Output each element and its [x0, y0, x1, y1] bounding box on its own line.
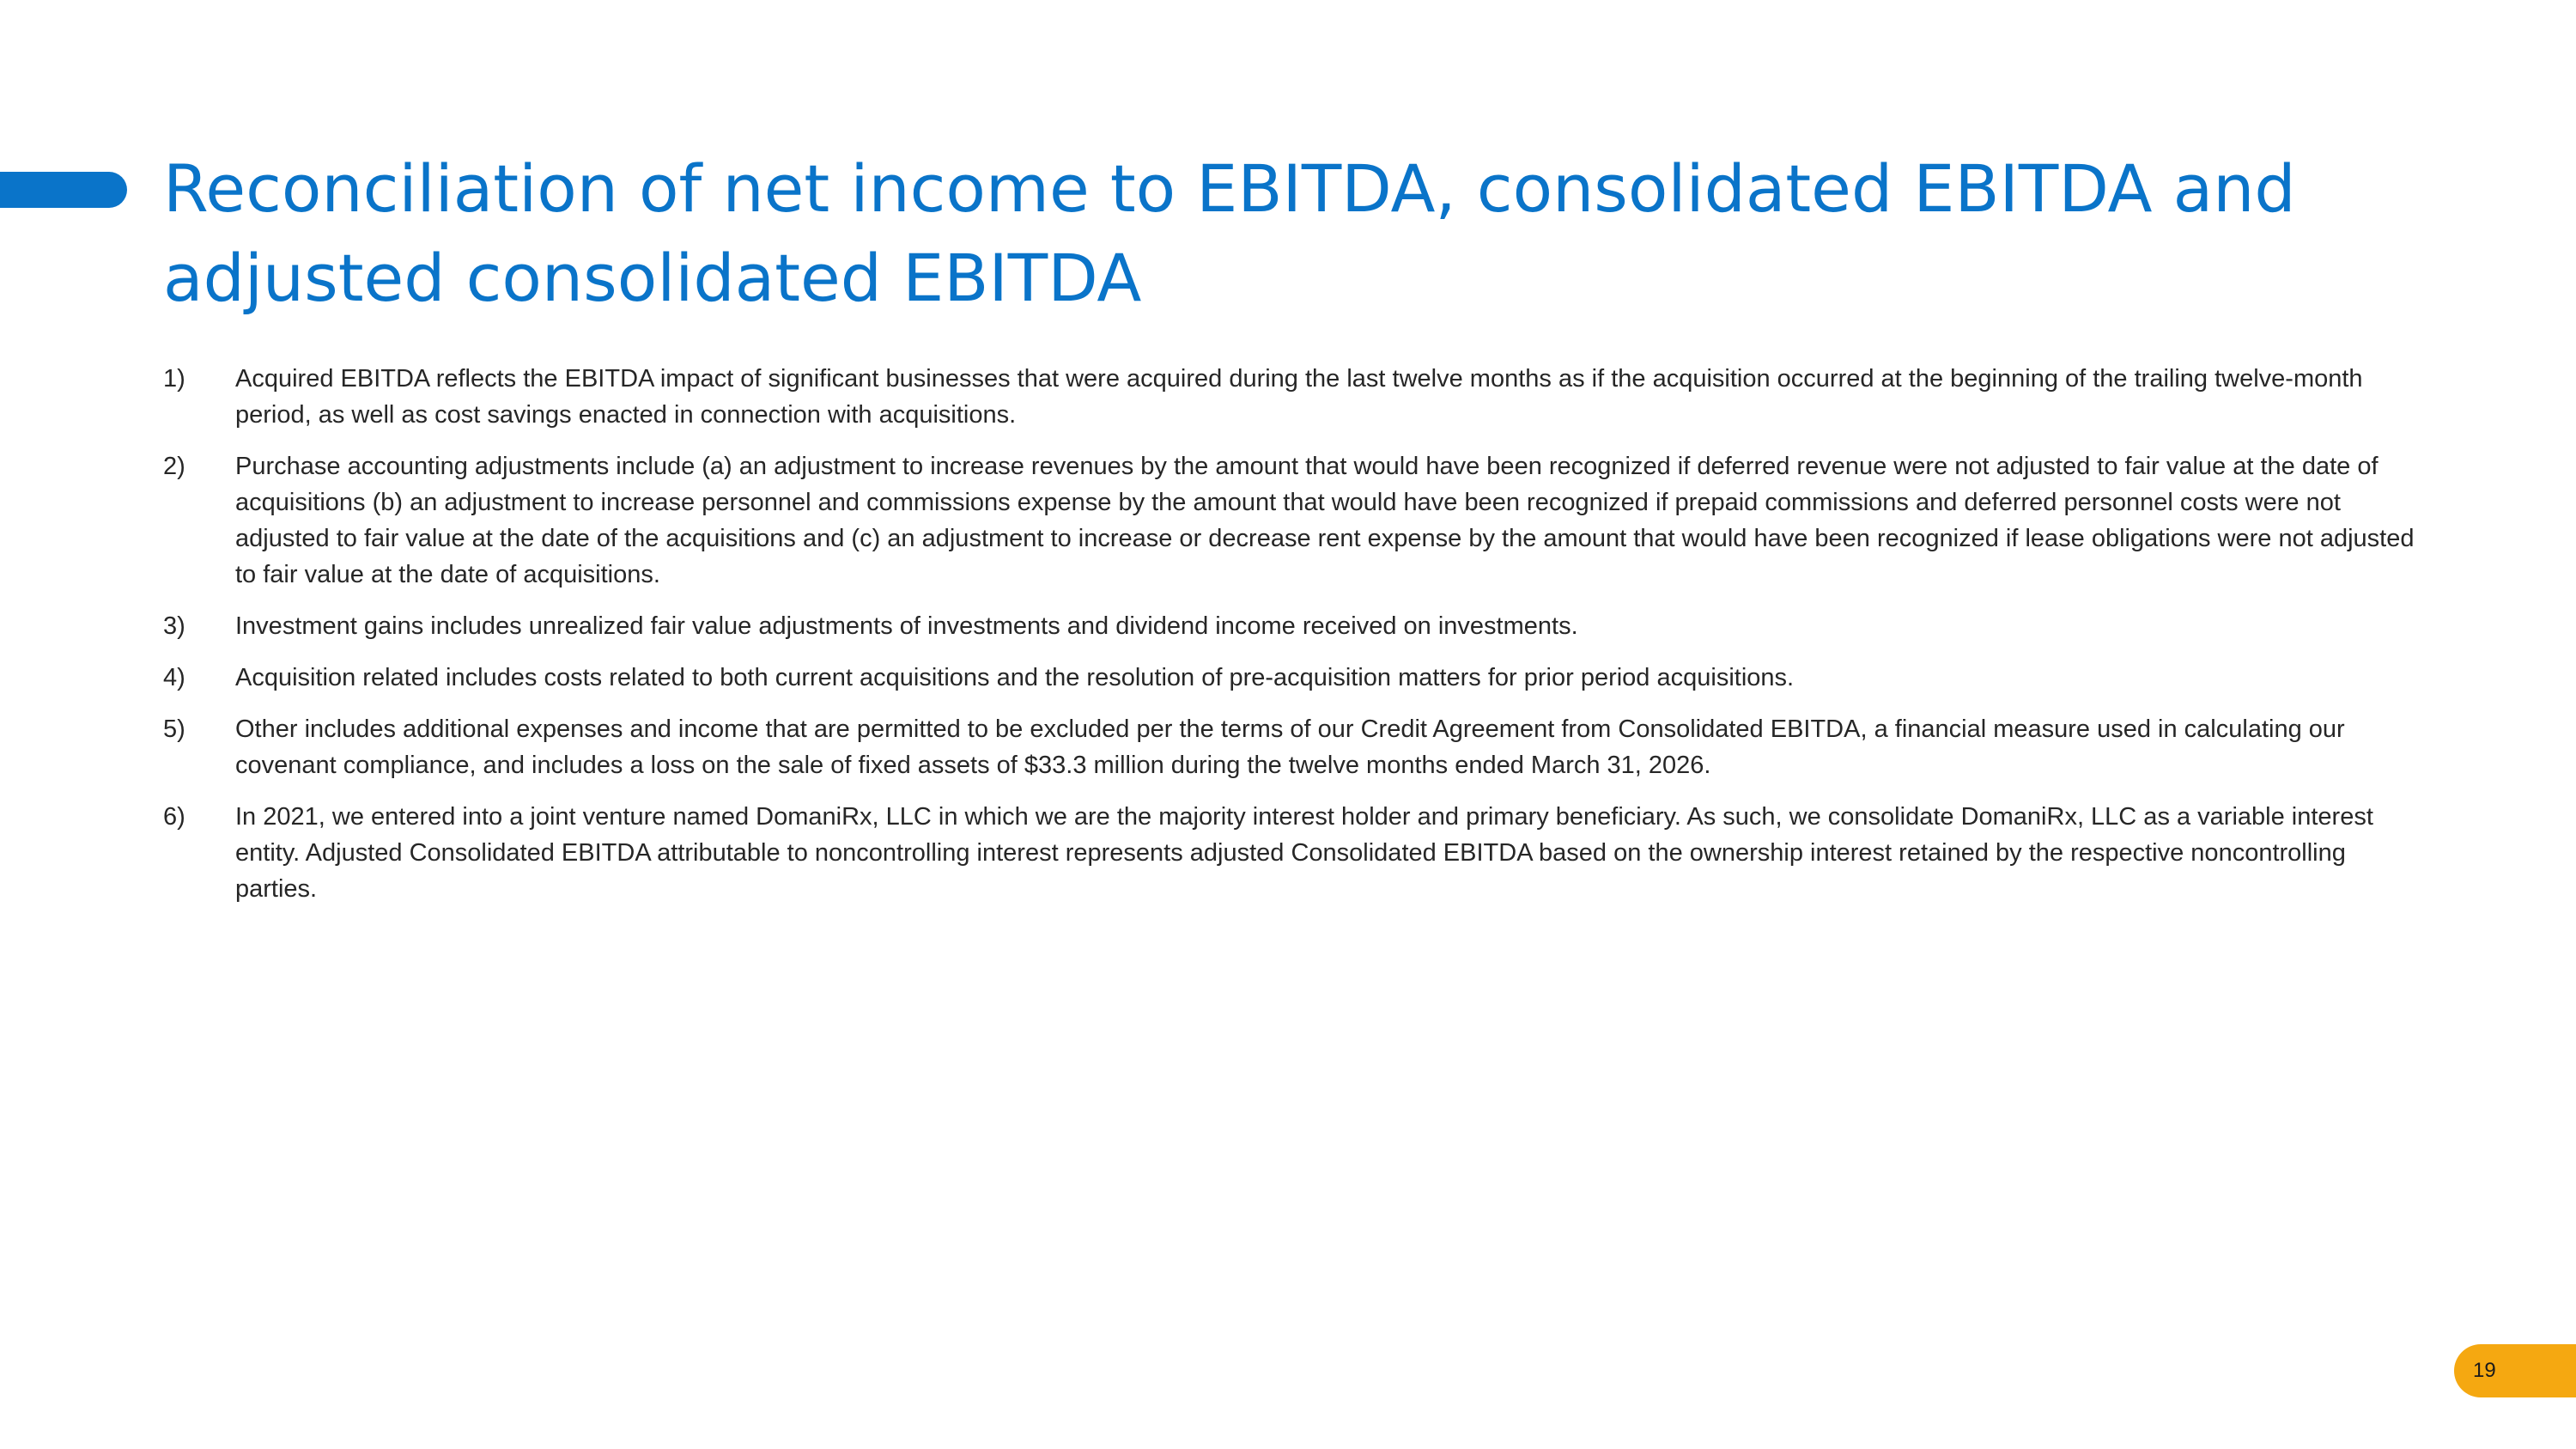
footnote-text: Other includes additional expenses and income that are permitted to be excluded per the terms of our Credit Agreement from Consolidated EBITDA, a financial measure used in calculating our covenant compliance, and includes a loss on the sale of fixed assets of $33.3 million during the twelve months ended March 31, 2026. [235, 715, 2345, 779]
footnote-item [163, 660, 2430, 696]
footnote-item [163, 448, 2430, 593]
footnote-number: 4) [163, 664, 185, 691]
footnote-item [163, 361, 2430, 433]
footnote-number: 3) [163, 612, 185, 640]
footnotes-list [163, 361, 2430, 922]
footnote-number: 1) [163, 365, 185, 393]
page-number: 19 [2473, 1359, 2496, 1382]
footnote-number: 2) [163, 453, 185, 480]
footnote-text: In 2021, we entered into a joint venture named DomaniRx, LLC in which we are the majority interest holder and primary beneficiary. As such, we consolidate DomaniRx, LLC as a variable interest entity. Adjusted Consolidated EBITDA attributable to noncontrolling interest represents adjusted Consolidated EBITDA based on the ownership interest retained by the respective noncontrolling parties. [235, 803, 2373, 903]
footnote-text: Purchase accounting adjustments include (a) an adjustment to increase revenues by the amount that would have been recognized if deferred revenue were not adjusted to fair value at the date of acquisitions (b) an adjustment to increase personnel and commissions expense by the amount that would have been recognized if prepaid commissions and deferred personnel costs were not adjusted to fair value at the date of the acquisitions and (c) an adjustment to increase or decrease rent expense by the amount that would have been recognized if lease obligations were not adjusted to fair value at the date of acquisitions. [235, 453, 2415, 588]
slide-title: Reconciliation of net income to EBITDA, consolidated EBITDA and adjusted consolidated EBITDA [163, 150, 2296, 316]
footnote-text: Acquired EBITDA reflects the EBITDA impact of significant businesses that were acquired during the last twelve months as if the acquisition occurred at the beginning of the trailing twelve-month period, as well as cost savings enacted in connection with acquisitions. [235, 365, 2363, 429]
footnote-item [163, 799, 2430, 907]
page-number-badge [2454, 1344, 2576, 1397]
title-accent-bar [0, 172, 127, 208]
footnote-item [163, 608, 2430, 644]
footnote-number: 6) [163, 803, 185, 831]
footnote-item [163, 711, 2430, 783]
footnote-text: Acquisition related includes costs related to both current acquisitions and the resolution of pre-acquisition matters for prior period acquisitions. [235, 664, 1795, 691]
footnote-number: 5) [163, 715, 185, 743]
footnote-text: Investment gains includes unrealized fair value adjustments of investments and dividend income received on investments. [235, 612, 1578, 640]
